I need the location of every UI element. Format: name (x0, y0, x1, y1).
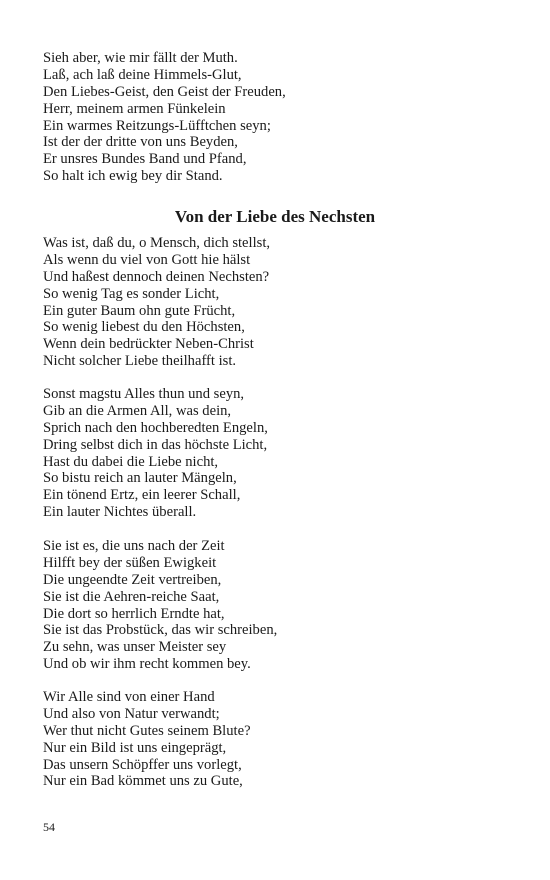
verse-line: Ein lauter Nichtes überall. (43, 504, 197, 521)
verse-line: Nur ein Bad kömmet uns zu Gute, (43, 773, 243, 790)
verse-line: Und ob wir ihm recht kommen bey. (43, 656, 251, 673)
verse-line: Und haßest dennoch deinen Nechsten? (43, 268, 270, 285)
verse-line: Hilfft bey der süßen Ewigkeit (43, 554, 217, 571)
verse-line: Nur ein Bild ist uns eingeprägt, (43, 739, 227, 756)
verse-line: So wenig liebest du den Höchsten, (43, 319, 245, 336)
verse-line: Dring selbst dich in das höchste Licht, (43, 436, 268, 453)
verse-line: Laß, ach laß deine Himmels-Glut, (43, 66, 242, 83)
verse-line: Nicht solcher Liebe theilhafft ist. (43, 353, 237, 370)
verse-line: So halt ich ewig bey dir Stand. (43, 168, 223, 185)
verse-line: Ein tönend Ertz, ein leerer Schall, (43, 487, 241, 504)
verse-line: Sieh aber, wie mir fällt der Muth. (43, 50, 238, 66)
verse-line: Sie ist das Probstück, das wir schreiben, (43, 622, 278, 639)
verse-line: Zu sehn, was unser Meister sey (43, 639, 227, 656)
verse-line: Das unsern Schöpffer uns vorlegt, (43, 756, 242, 773)
verse-line: Ein guter Baum ohn gute Frücht, (43, 302, 236, 319)
verse-line: So bistu reich an lauter Mängeln, (43, 470, 237, 487)
verse-line: Wir Alle sind von einer Hand (43, 689, 215, 705)
verse-line: Gib an die Armen All, was dein, (43, 402, 232, 419)
verse-line: Die ungeendte Zeit vertreiben, (43, 571, 222, 588)
stanza-4 (43, 689, 251, 790)
verse-line: Hast du dabei die Liebe nicht, (43, 453, 219, 470)
verse-line: Ein warmes Reitzungs-Lüfftchen seyn; (43, 117, 271, 134)
poem-title: Von der Liebe des Nechsten (174, 207, 376, 226)
verse-line: Sprich nach den hochberedten Engeln, (43, 419, 268, 436)
verse-line: Ist der der dritte von uns Beyden, (43, 134, 238, 151)
previous-poem-stanza (43, 50, 286, 185)
verse-line: Den Liebes-Geist, den Geist der Freuden, (43, 83, 286, 100)
verse-line: Herr, meinem armen Fünkelein (43, 100, 226, 117)
verse-line: Er unsres Bundes Band und Pfand, (43, 151, 247, 168)
verse-line: Wenn dein bedrückter Neben-Christ (43, 336, 254, 353)
verse-line: Sonst magstu Alles thun und seyn, (43, 386, 245, 402)
verse-line: Sie ist die Aehren-reiche Saat, (43, 588, 220, 605)
stanza-1 (43, 235, 270, 370)
stanza-3 (43, 538, 277, 673)
verse-line: Als wenn du viel von Gott hie hälst (43, 251, 251, 268)
verse-line: Sie ist es, die uns nach der Zeit (43, 538, 225, 554)
verse-line: Wer thut nicht Gutes seinem Blute? (43, 722, 251, 739)
page-number: 54 (43, 820, 55, 834)
verse-line: Was ist, daß du, o Mensch, dich stellst, (43, 235, 271, 251)
stanza-2 (43, 386, 268, 521)
verse-line: Und also von Natur verwandt; (43, 705, 220, 722)
verse-line: Die dort so herrlich Erndte hat, (43, 605, 225, 622)
verse-line: So wenig Tag es sonder Licht, (43, 285, 220, 302)
